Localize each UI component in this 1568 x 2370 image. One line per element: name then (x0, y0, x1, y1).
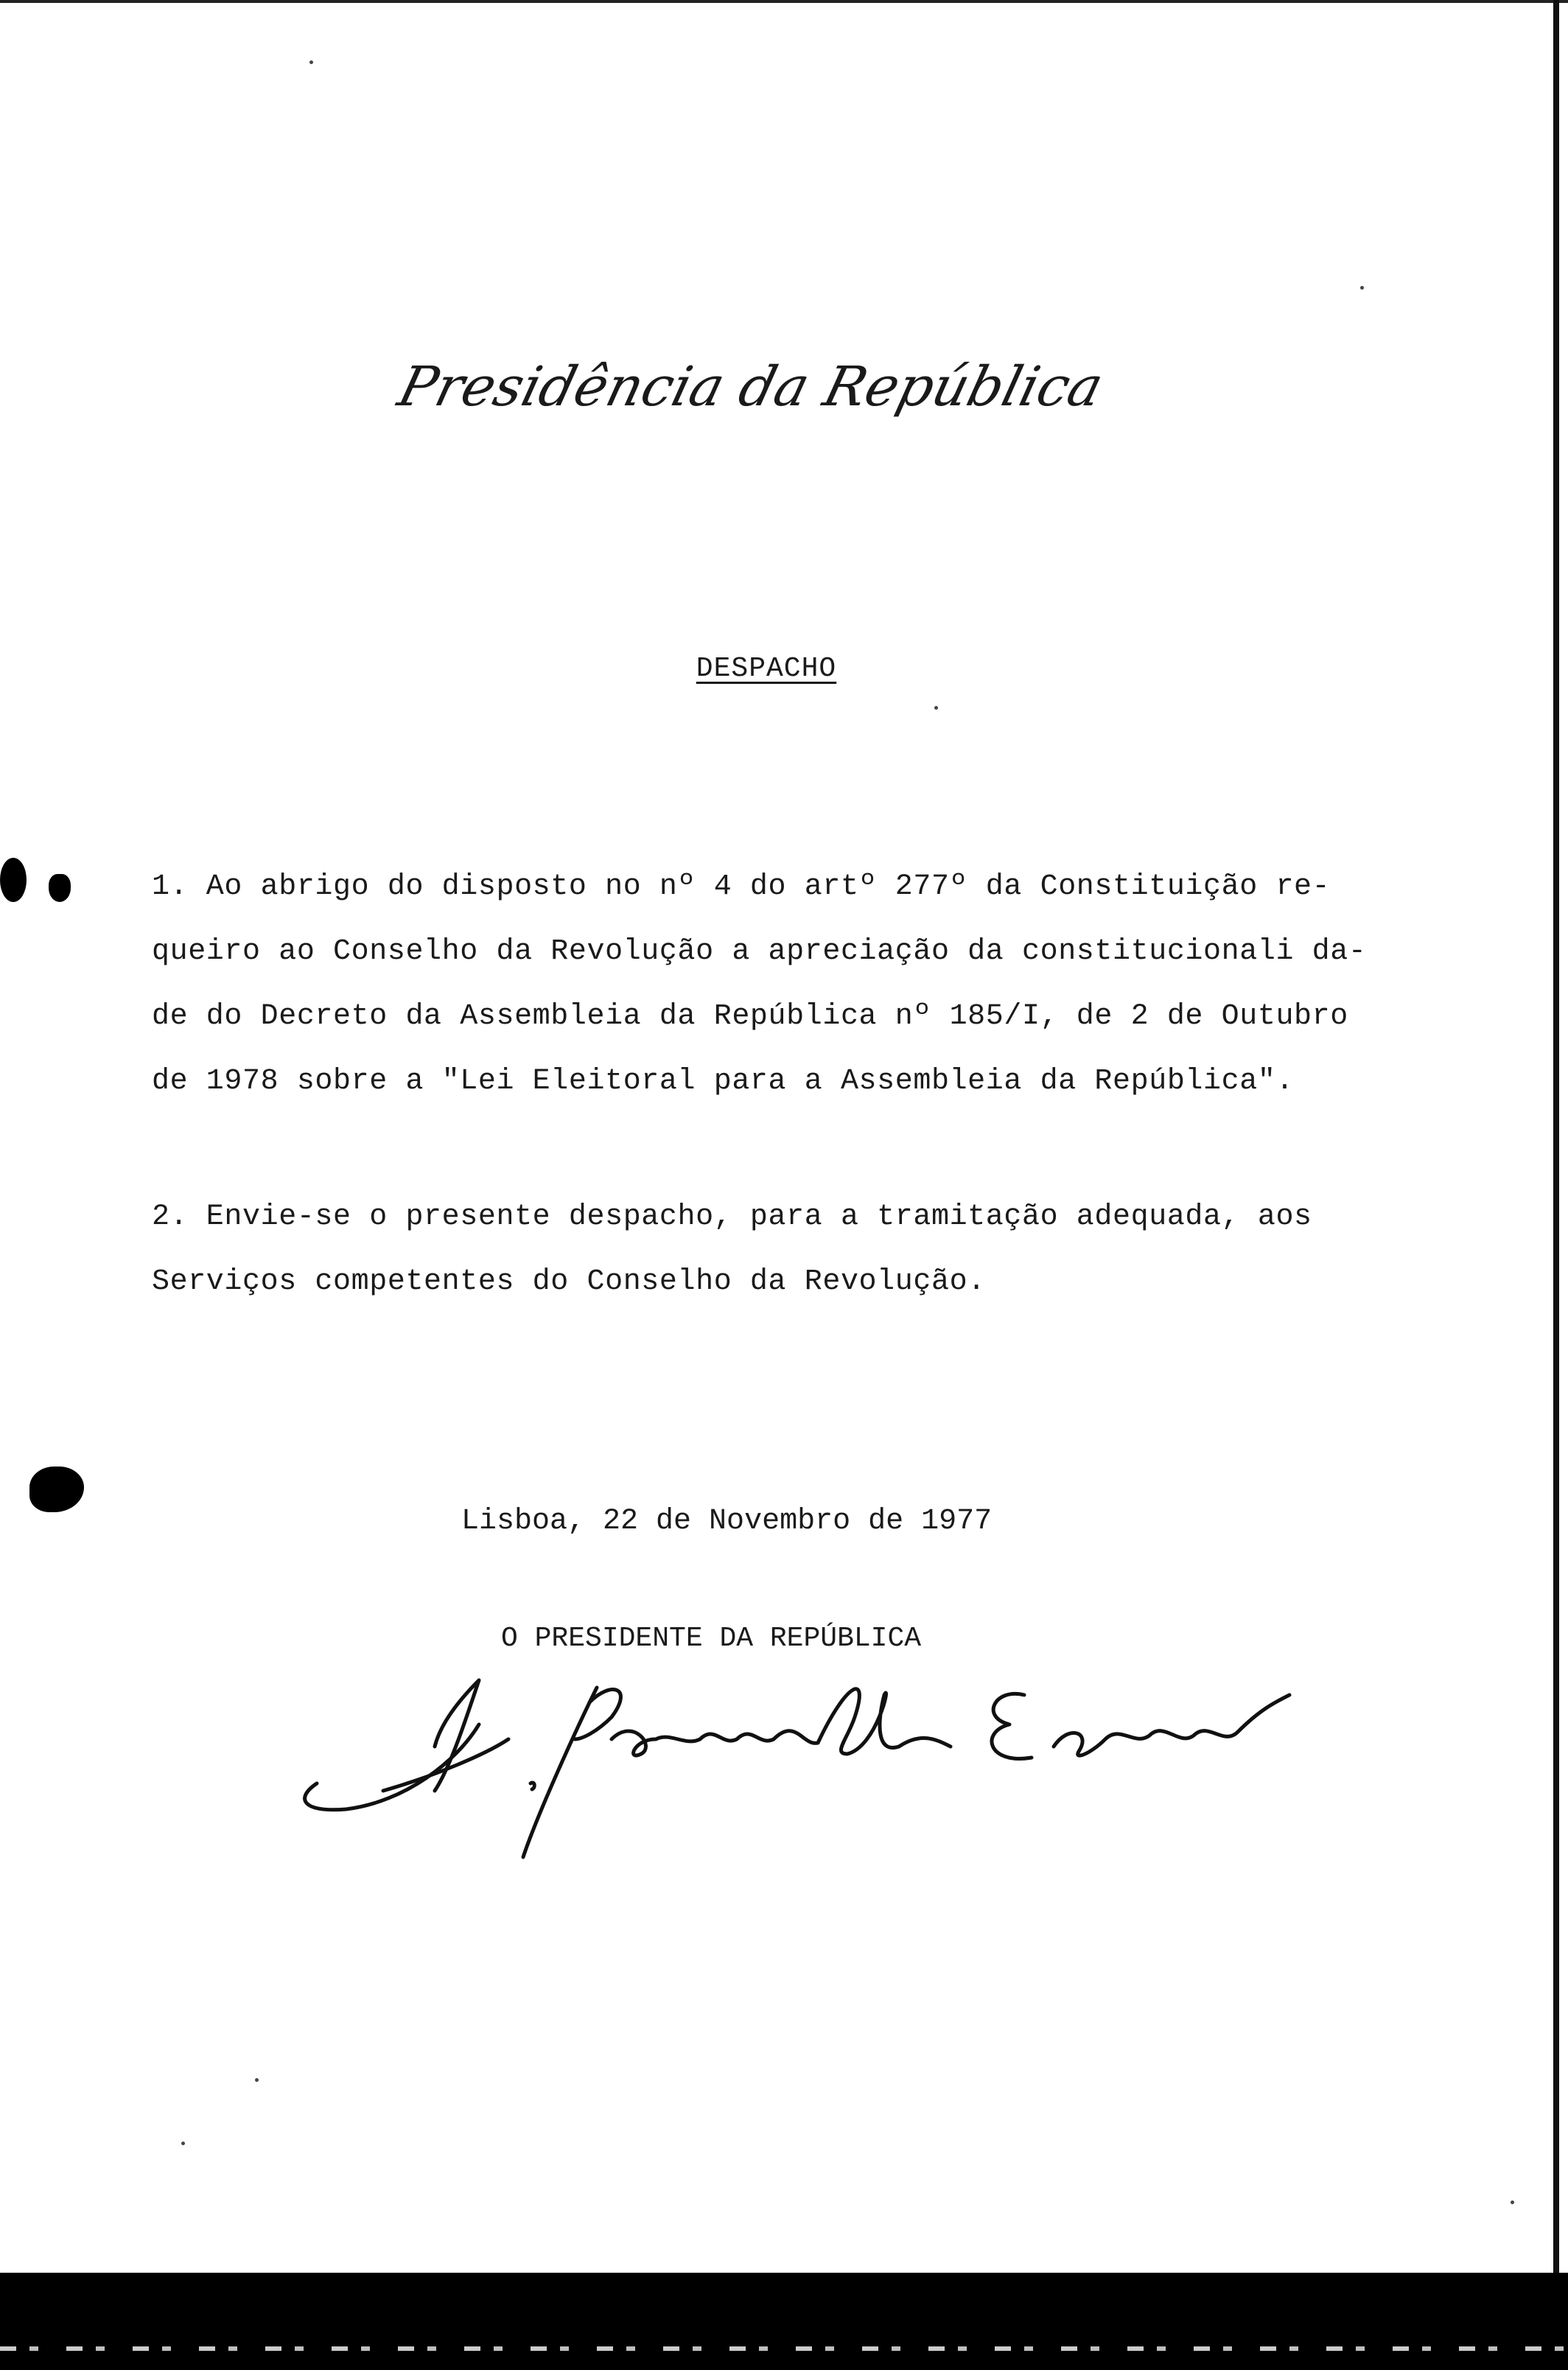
scan-noise (0, 2346, 1568, 2351)
paragraph-1: 1. Ao abrigo do disposto no nº 4 do artº 277º da Constituição re- queiro ao Conselho da Revolução a apreciação da constitucionali da- de do Decreto da Assembleia da República nº 185/I, de 2 de Outubro de 1978 sobre a "Lei Eleitoral para a Assembleia da República". (152, 870, 1367, 1098)
scan-bottom-band (0, 2273, 1568, 2370)
signature-graphic (287, 1636, 1393, 1857)
scan-speck (309, 60, 313, 64)
letterhead-script (392, 324, 1110, 457)
punch-hole-lower (29, 1467, 84, 1512)
scan-speck (1511, 2201, 1514, 2204)
letterhead-text: Presidência da República (392, 354, 1110, 419)
signatory-office: O PRESIDENTE DA REPÚBLICA (501, 1623, 922, 1654)
scan-speck (1360, 286, 1364, 290)
scan-speck (181, 2142, 185, 2145)
punch-hole-mark (49, 874, 71, 902)
scan-speck (255, 2078, 259, 2082)
signature (287, 1636, 1393, 1857)
document-title: DESPACHO (696, 653, 837, 685)
scan-speck (934, 706, 938, 710)
paragraph-2: 2. Envie-se o presente despacho, para a tramitação adequada, aos Serviços competentes do Conselho da Revolução. (152, 1200, 1312, 1298)
document-body (152, 855, 1419, 1315)
scan-right-edge (1553, 0, 1559, 2285)
dateline: Lisboa, 22 de Novembro de 1977 (461, 1505, 993, 1538)
punch-hole-upper (0, 858, 27, 902)
letterhead (392, 324, 1110, 457)
scan-top-edge (0, 0, 1568, 9)
